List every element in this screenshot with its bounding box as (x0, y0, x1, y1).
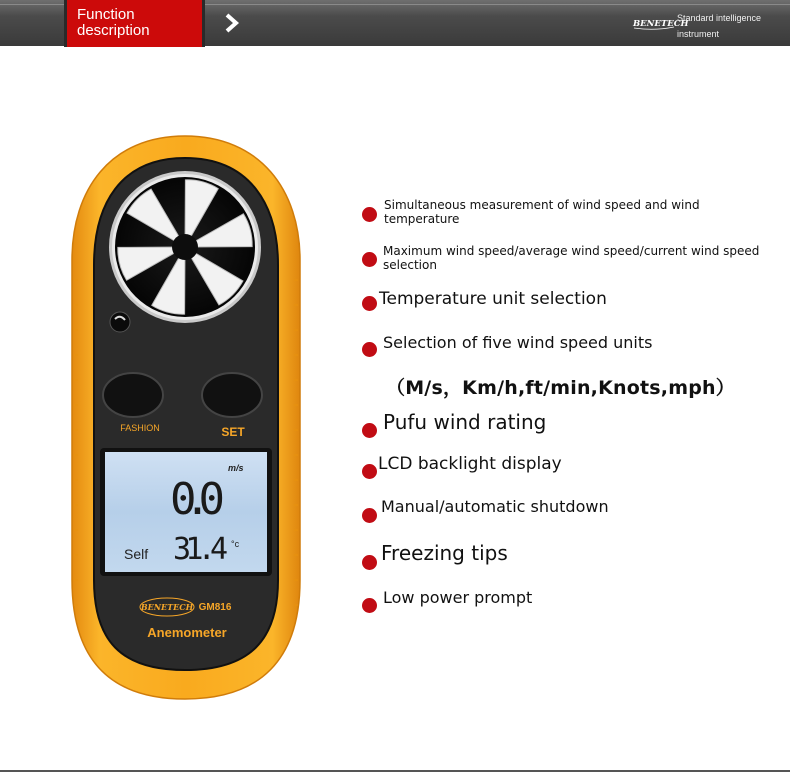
feature-line: Simultaneous measurement of wind speed and wind (384, 198, 700, 212)
lcd-mode-label: Self (124, 546, 149, 562)
bullet-dot (362, 508, 377, 523)
tab-label-line2: description (77, 22, 150, 39)
feature-line: Pufu wind rating (383, 410, 547, 434)
tagline-line2: instrument (677, 29, 720, 39)
bullet-dot (362, 342, 377, 357)
bullet-dot (362, 555, 377, 570)
fashion-button-label: FASHION (120, 423, 160, 433)
fashion-button (103, 373, 163, 417)
lcd-temp-unit: °c (231, 539, 240, 549)
feature-line: Freezing tips (381, 541, 508, 565)
bullet-dot (362, 252, 377, 267)
benetech-logo-text: BENETECH (633, 19, 689, 29)
tab-label-line1: Function (77, 6, 135, 23)
device-brand-text: BENETECH (140, 602, 194, 612)
fan-hub (172, 234, 198, 260)
set-button-label: SET (221, 425, 245, 439)
anemometer-device (60, 130, 310, 705)
bullet-dot (362, 296, 377, 311)
feature-item (378, 454, 562, 474)
feature-item (379, 289, 607, 309)
feature-item (383, 588, 532, 608)
feature-line: selection (383, 258, 437, 272)
bottom-divider (0, 770, 790, 772)
lcd-speed-value: 0.0 (170, 474, 225, 525)
feature-line: Manual/automatic shutdown (381, 497, 609, 516)
feature-item (383, 333, 652, 353)
function-description-tab[interactable] (64, 0, 205, 47)
device-product-name: Anemometer (147, 625, 227, 640)
feature-item (384, 198, 700, 226)
bullet-dot (362, 598, 377, 613)
lcd-temp-value: 31.4 (173, 532, 228, 567)
feature-item (383, 410, 546, 434)
feature-line: Temperature unit selection (379, 289, 607, 309)
feature-line: Selection of five wind speed units (383, 333, 653, 352)
feature-line: Maximum wind speed/average wind speed/current wind speed (383, 244, 760, 258)
benetech-logo (632, 16, 689, 30)
chevron-right-icon (222, 12, 242, 34)
lcd-speed-unit: m/s (228, 463, 244, 473)
device-model: GM816 (198, 602, 232, 613)
feature-item (383, 244, 759, 272)
feature-line: temperature (384, 212, 460, 226)
set-button (202, 373, 262, 417)
feature-line: Low power prompt (383, 588, 533, 607)
feature-item (381, 541, 508, 565)
bullet-dot (362, 464, 377, 479)
bullet-dot (362, 423, 377, 438)
tagline-line1: Standard intelligence (677, 13, 762, 23)
bullet-dot (362, 207, 377, 222)
temperature-sensor (110, 312, 130, 332)
feature-item (381, 497, 609, 517)
tagline (677, 10, 761, 42)
feature-line: LCD backlight display (378, 454, 562, 474)
wind-units-list: （M/s，Km/h,ft/min,Knots,mph） (386, 377, 735, 399)
